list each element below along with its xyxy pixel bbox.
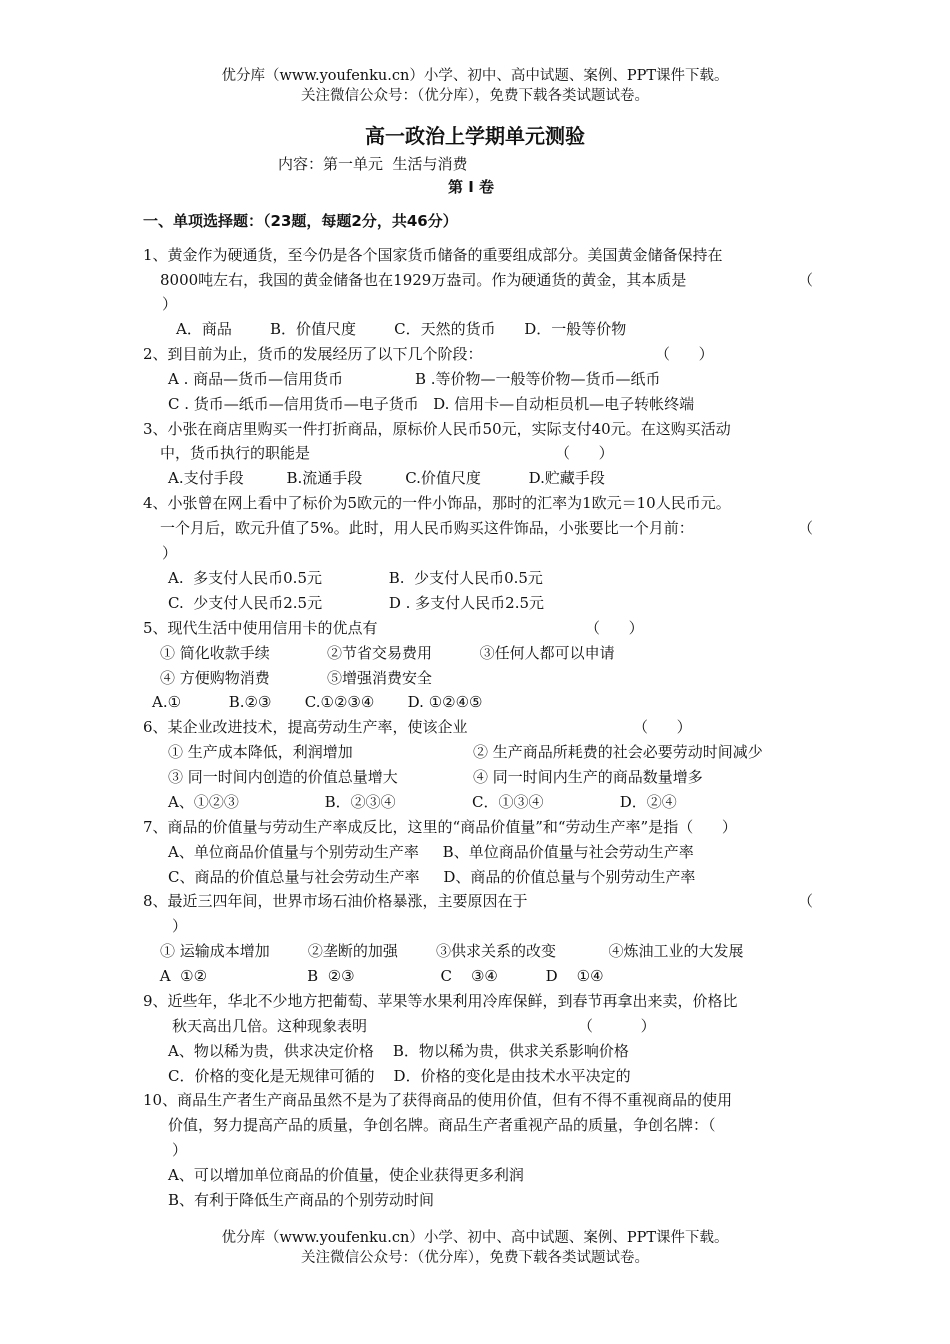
q4-options-ab: A. 多支付人民币0.5元 B. 少支付人民币0.5元	[168, 569, 543, 587]
q10-option-b: B、有利于降低生产商品的个别劳动时间	[168, 1191, 435, 1209]
q4-bracket-close: ）	[162, 544, 178, 562]
q2-option-a: A . 商品—货币—信用货币	[168, 370, 344, 388]
q1-options: A．商品 B．价值尺度 C．天然的货币 D．一般等价物	[176, 320, 627, 338]
volume-label: 第 Ⅰ 卷	[448, 178, 495, 196]
q3-stem-1: 3、小张在商店里购买一件打折商品，原标价人民币50元，实际支付40元。在这购买活动	[143, 420, 731, 438]
q10-stem-1: 10、商品生产者生产商品虽然不是为了获得商品的使用价值，但有不得不重视商品的使用	[143, 1091, 733, 1109]
q9-bracket: （ ）	[578, 1017, 656, 1035]
q3-bracket: （ ）	[555, 444, 614, 462]
q5-bracket: （ ）	[585, 619, 644, 637]
q8-bracket-open: （	[798, 892, 814, 910]
q3-stem-2: 中，货币执行的职能是	[160, 444, 311, 462]
q2-stem: 2、到目前为止，货币的发展经历了以下几个阶段：	[143, 345, 483, 363]
q1-stem-1: 1、黄金作为硬通货，至今仍是各个国家货币储备的重要组成部分。美国黄金储备保持在	[143, 246, 723, 264]
q2-options-cd: C . 货币—纸币—信用货币—电子货币 D. 信用卡—自动柜员机—电子转帐终端	[168, 395, 695, 413]
q6-bracket: （ ）	[633, 718, 692, 736]
q9-options-cd: C．价格的变化是无规律可循的 D．价格的变化是由技术水平决定的	[168, 1067, 631, 1085]
exam-subtitle: 内容：第一单元 生活与消费	[278, 155, 468, 173]
q7-options-cd: C、商品的价值总量与社会劳动生产率 D、商品的价值总量与个别劳动生产率	[168, 868, 696, 886]
q4-bracket-open: （	[798, 519, 814, 537]
q5-items-2: ④ 方便购物消费 ⑤增强消费安全	[160, 669, 432, 687]
footer-line-1: 优分库（www.youfenku.cn）小学、初中、高中试题、案例、PPT课件下载。	[221, 1230, 729, 1246]
q5-items-1: ① 简化收款手续 ②节省交易费用 ③任何人都可以申请	[160, 644, 615, 662]
q10-option-a: A、可以增加单位商品的价值量，使企业获得更多利润	[168, 1166, 524, 1184]
q6-item-2: ② 生产商品所耗费的社会必要劳动时间减少	[473, 743, 763, 761]
q5-options: A.① B.②③ C.①②③④ D. ①②④⑤	[152, 693, 483, 711]
q8-items: ① 运输成本增加 ②垄断的加强 ③供求关系的改变 ④炼油工业的大发展	[160, 942, 744, 960]
q9-stem-2: 秋天高出几倍。这种现象表明	[172, 1017, 368, 1035]
q4-options-cd: C. 少支付人民币2.5元 D . 多支付人民币2.5元	[168, 594, 545, 612]
q6-item-3: ③ 同一时间内创造的价值总量增大	[168, 768, 398, 786]
q9-stem-1: 9、近些年，华北不少地方把葡萄、苹果等水果利用冷库保鲜，到春节再拿出来卖，价格比	[143, 992, 738, 1010]
q1-stem-2: 8000吨左右，我国的黄金储备也在1929万盎司。作为硬通货的黄金，其本质是	[160, 271, 687, 289]
q7-options-ab: A、单位商品价值量与个别劳动生产率 B、单位商品价值量与社会劳动生产率	[168, 843, 694, 861]
q9-options-ab: A、物以稀为贵，供求决定价格 B．物以稀为贵，供求关系影响价格	[168, 1042, 629, 1060]
q1-bracket-close: ）	[162, 295, 178, 313]
q10-bracket-close: ）	[172, 1141, 188, 1159]
q8-options: A ①② B ②③ C ③④ D ①④	[155, 967, 604, 985]
q6-stem: 6、某企业改进技术，提高劳动生产率，使该企业	[143, 718, 468, 736]
header-line-1: 优分库（www.youfenku.cn）小学、初中、高中试题、案例、PPT课件下载。	[221, 68, 729, 84]
q2-bracket: （ ）	[655, 345, 714, 363]
q4-stem-1: 4、小张曾在网上看中了标价为5欧元的一件小饰品，那时的汇率为1欧元＝10人民币元。	[143, 494, 731, 512]
q1-bracket-open: （	[798, 271, 814, 289]
footer-line-2: 关注微信公众号：（优分库），免费下载各类试题试卷。	[301, 1250, 649, 1266]
q8-stem: 8、最近三四年间，世界市场石油价格暴涨，主要原因在于	[143, 892, 528, 910]
section-heading: 一、单项选择题：（23题，每题2分，共46分）	[143, 212, 458, 230]
header-line-2: 关注微信公众号：（优分库），免费下载各类试题试卷。	[301, 88, 649, 104]
q10-stem-2: 价值，努力提高产品的质量，争创名牌。商品生产者重视产品的质量，争创名牌：（	[168, 1116, 716, 1134]
q6-item-4: ④ 同一时间内生产的商品数量增多	[473, 768, 703, 786]
q6-item-1: ① 生产成本降低，利润增加	[168, 743, 353, 761]
q2-option-b: B .等价物—一般等价物—货币—纸币	[415, 370, 661, 388]
q6-options: A、①②③ B．②③④ C．①③④ D．②④	[168, 793, 677, 811]
q7-stem: 7、商品的价值量与劳动生产率成反比，这里的“商品价值量”和“劳动生产率”是指（ ）	[143, 818, 737, 836]
q3-options: A.支付手段 B.流通手段 C.价值尺度 D.贮藏手段	[168, 469, 605, 487]
q8-bracket-close: ）	[172, 917, 188, 935]
q5-stem: 5、现代生活中使用信用卡的优点有	[143, 619, 378, 637]
q4-stem-2: 一个月后，欧元升值了5%。此时，用人民币购买这件饰品，小张要比一个月前：	[160, 519, 694, 537]
exam-title: 高一政治上学期单元测验	[365, 124, 585, 148]
